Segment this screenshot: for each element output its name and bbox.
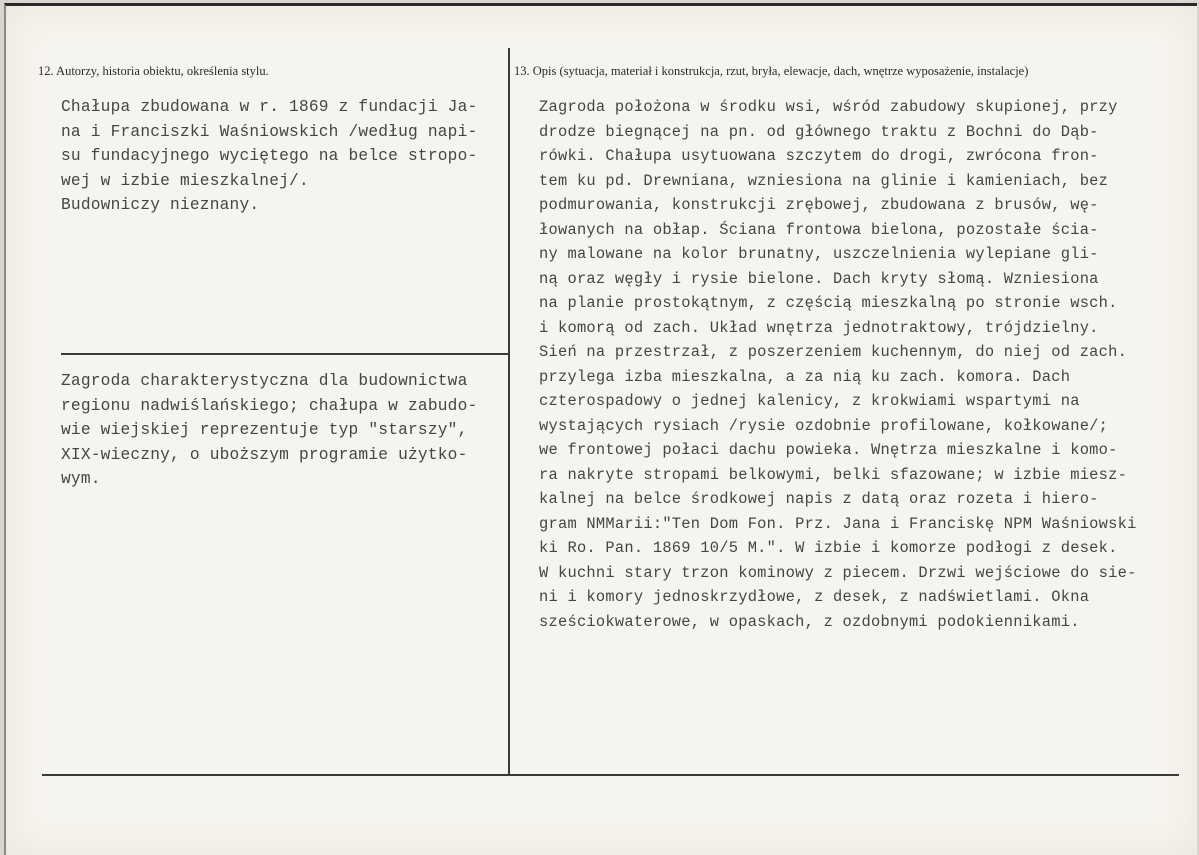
text-line: ki Ro. Pan. 1869 10/5 M.". W izbie i komorze podłogi z desek. [539,539,1118,557]
text-line: na i Franciszki Waśniowskich /według napi- [61,122,478,141]
description-text [539,95,1137,634]
text-line: ni i komory jednoskrzydłowe, z desek, z nadświetlami. Okna [539,588,1090,606]
text-line: wie wiejskiej reprezentuje typ "starszy", [61,421,468,439]
text-line: czterospadowy o jednej kalenicy, z krokwiami wspartymi na [539,392,1080,410]
bottom-rule-line [42,774,1179,776]
column-divider [508,48,510,774]
text-line: we frontowej połaci dachu powieka. Wnętrza mieszkalne i komo- [539,441,1118,459]
text-line: drodze biegnącej na pn. od głównego traktu z Bochni do Dąb- [539,122,1099,141]
text-line: wym. [61,470,101,488]
text-line: Zagroda położona w środku wsi, wśród zabudowy skupionej, przy [539,98,1118,116]
text-line: wystających rysiach /rysie ozdobnie profilowane, kołkowane/; [539,416,1109,435]
text-line: wej w izbie mieszkalnej/. [61,171,309,190]
text-line: Sień na przestrzał, z poszerzeniem kuchennym, do niej od zach. [539,343,1128,361]
section-separator-line [61,353,508,355]
text-line: ra nakryte stropami belkowymi, belki sfazowane; w izbie miesz- [539,465,1128,484]
text-line: Budowniczy nieznany. [61,196,260,214]
text-line: XIX-wieczny, o uboższym programie użytko- [61,445,468,464]
text-line: sześciokwaterowe, w opaskach, z ozdobnymi podokiennikami. [539,612,1080,631]
text-line: łowanych na obłap. Ściana frontowa bielona, pozostałe ścia- [539,220,1099,239]
section-13-header: 13. Opis (sytuacja, materiał i konstrukcja, rzut, bryła, elewacje, dach, wnętrze wyposażenie, instalacje) [514,64,1029,78]
text-line: Zagroda charakterystyczna dla budownictwa [61,372,468,390]
text-line: na planie prostokątnym, z częścią mieszkalną po stronie wsch. [539,294,1118,312]
text-line: Chałupa zbudowana w r. 1869 z fundacji Ja- [61,98,478,116]
text-line: podmurowania, konstrukcji zrębowej, zbudowana z brusów, wę- [539,196,1099,214]
text-line: rówki. Chałupa usytuowana szczytem do drogi, zwrócona fron- [539,147,1099,165]
characterization-text [61,369,477,492]
form-sheet [4,3,1197,855]
text-line: gram NMMarii:"Ten Dom Fon. Prz. Jana i Franciskę NPM Waśniowski [539,514,1137,533]
text-line: ną oraz węgły i rysie bielone. Dach kryty słomą. Wzniesiona [539,269,1099,288]
text-line: i komorą od zach. Układ wnętrza jednotraktowy, trójdzielny. [539,318,1099,337]
text-line: przylega izba mieszkalna, a za nią ku zach. komora. Dach [539,367,1071,386]
text-line: su fundacyjnego wyciętego na belce stropo- [61,147,478,165]
text-line: ny malowane na kolor brunatny, uszczelnienia wylepiane gli- [539,245,1099,263]
text-line: kalnej na belce środkowej napis z datą oraz rozeta i hiero- [539,490,1099,508]
text-line: tem ku pd. Drewniana, wzniesiona na glinie i kamieniach, bez [539,171,1109,190]
text-line: W kuchni stary trzon kominowy z piecem. Drzwi wejściowe do sie- [539,563,1137,582]
text-line: regionu nadwiślańskiego; chałupa w zabudo- [61,396,478,415]
section-12-header: 12. Autorzy, historia obiektu, określenia stylu. [38,64,269,78]
authors-history-text [61,95,477,218]
